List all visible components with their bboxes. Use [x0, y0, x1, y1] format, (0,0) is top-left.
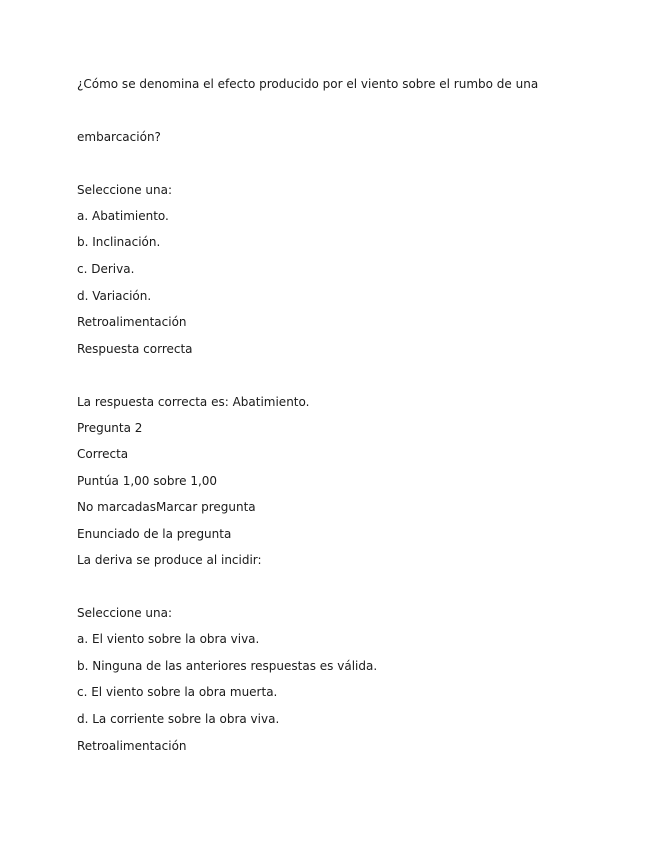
question1-option-b: b. Inclinación. — [77, 235, 161, 249]
question2-statement-label: Enunciado de la pregunta — [77, 527, 232, 541]
question1-feedback-label: Retroalimentación — [77, 315, 187, 329]
question1-select-prompt: Seleccione una: — [77, 183, 172, 197]
question2-state: Correcta — [77, 447, 129, 461]
question1-option-c: c. Deriva. — [77, 262, 135, 276]
question2-option-c: c. El viento sobre la obra muerta. — [77, 685, 278, 699]
question2-feedback-label: Retroalimentación — [77, 739, 187, 753]
question1-option-a: a. Abatimiento. — [77, 209, 169, 223]
question2-option-d: d. La corriente sobre la obra viva. — [77, 712, 280, 726]
question1-correct-answer: La respuesta correcta es: Abatimiento. — [77, 395, 310, 409]
question2-option-a: a. El viento sobre la obra viva. — [77, 632, 260, 646]
question2-flag-text: No marcadasMarcar pregunta — [77, 500, 256, 514]
question2-title: Pregunta 2 — [77, 421, 143, 435]
question2-select-prompt: Seleccione una: — [77, 606, 172, 620]
question2-option-b: b. Ninguna de las anteriores respuestas es válida. — [77, 659, 378, 673]
question1-feedback-status: Respuesta correcta — [77, 342, 193, 356]
question2-grade: Puntúa 1,00 sobre 1,00 — [77, 474, 218, 488]
question1-option-d: d. Variación. — [77, 289, 152, 303]
question2-text: La deriva se produce al incidir: — [77, 553, 262, 567]
question1-text-line2: embarcación? — [77, 130, 161, 144]
question1-text-line1: ¿Cómo se denomina el efecto producido por el viento sobre el rumbo de una — [77, 77, 539, 91]
